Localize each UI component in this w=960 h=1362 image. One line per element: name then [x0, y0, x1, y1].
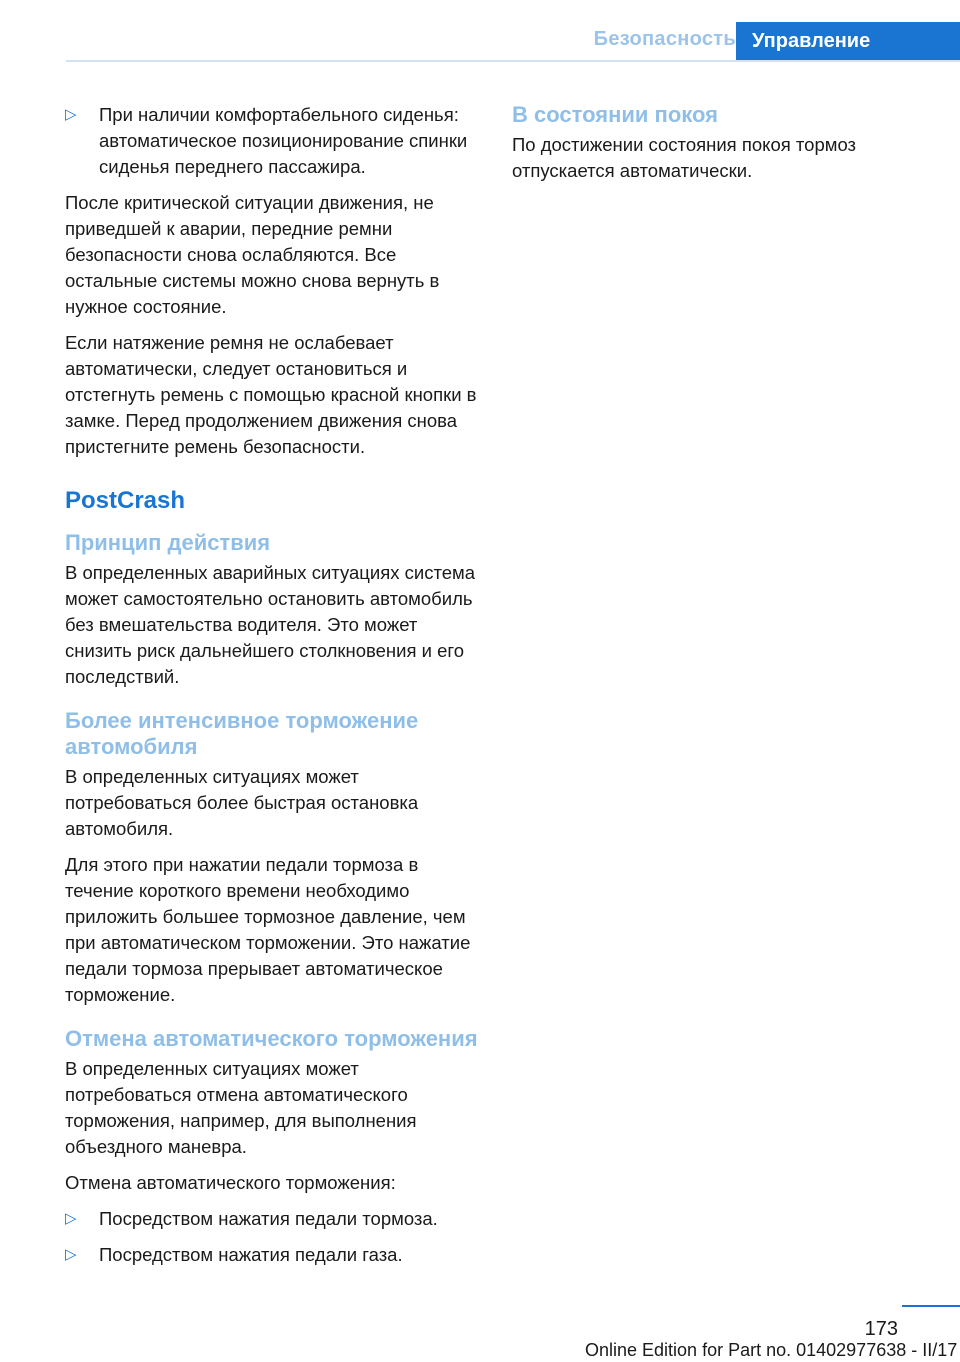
- left-column: [65, 102, 485, 1278]
- header-divider: [66, 60, 960, 62]
- chapter-tab: Управление: [736, 22, 960, 62]
- list-item-text: Посредством нажатия педали тормоза.: [99, 1208, 438, 1229]
- section-heading: PostCrash: [65, 487, 186, 514]
- paragraph: В определенных ситуациях может потребоваться отмена автоматического торможения, например, для выполнения объездного маневра.: [65, 1058, 417, 1157]
- subsection-heading: В состоянии покоя: [512, 102, 718, 127]
- triangle-bullet-icon: ▷: [65, 1210, 77, 1227]
- list-item-text: Посредством нажатия педали газа.: [99, 1244, 403, 1265]
- section-tab: Безопасность: [593, 28, 736, 50]
- paragraph: Если натяжение ремня не ослабевает автоматически, следует остановиться и отстегнуть ремень с помощью красной кнопки в замке. Перед продолжением движения снова пристегните ремень безопасности.: [65, 332, 477, 457]
- list-item: [65, 1206, 485, 1232]
- paragraph: В определенных аварийных ситуациях система может самостоятельно остановить автомобиль без вмешательства водителя. Это может снизить риск дальнейшего столкновения и его последствий.: [65, 562, 476, 687]
- triangle-bullet-icon: ▷: [65, 1246, 77, 1263]
- footer-divider: [902, 1305, 960, 1307]
- paragraph: Отмена автоматического торможения:: [65, 1172, 396, 1193]
- edition-note: Online Edition for Part no. 01402977638 - II/17: [585, 1340, 958, 1360]
- right-column: [512, 102, 922, 194]
- subsection-heading: Более интенсивное торможение автомобиля: [65, 708, 419, 759]
- triangle-bullet-icon: ▷: [65, 106, 77, 123]
- list-item-text: При наличии комфортабельного сиденья: автоматическое позиционирование спинки сиденья переднего пассажира.: [99, 104, 468, 177]
- list-item: [65, 102, 485, 180]
- paragraph: В определенных ситуациях может потребоваться более быстрая остановка автомобиля.: [65, 766, 419, 839]
- subsection-heading: Отмена автоматического торможения: [65, 1026, 478, 1051]
- page-header: [0, 0, 960, 62]
- subsection-heading: Принцип действия: [65, 530, 271, 555]
- paragraph: После критической ситуации движения, не приведшей к аварии, передние ремни безопасности снова ослабляются. Все остальные системы можно снова вернуть в нужное состояние.: [65, 192, 440, 317]
- paragraph: Для этого при нажатии педали тормоза в течение короткого времени необходимо приложить большее тормозное давление, чем при автоматическом торможении. Это нажатие педали тормоза прерывает автоматическое торможение.: [65, 854, 471, 1005]
- paragraph: По достижении состояния покоя тормоз отпускается автоматически.: [512, 134, 857, 181]
- page-number: 173: [864, 1318, 898, 1340]
- list-item: [65, 1242, 485, 1268]
